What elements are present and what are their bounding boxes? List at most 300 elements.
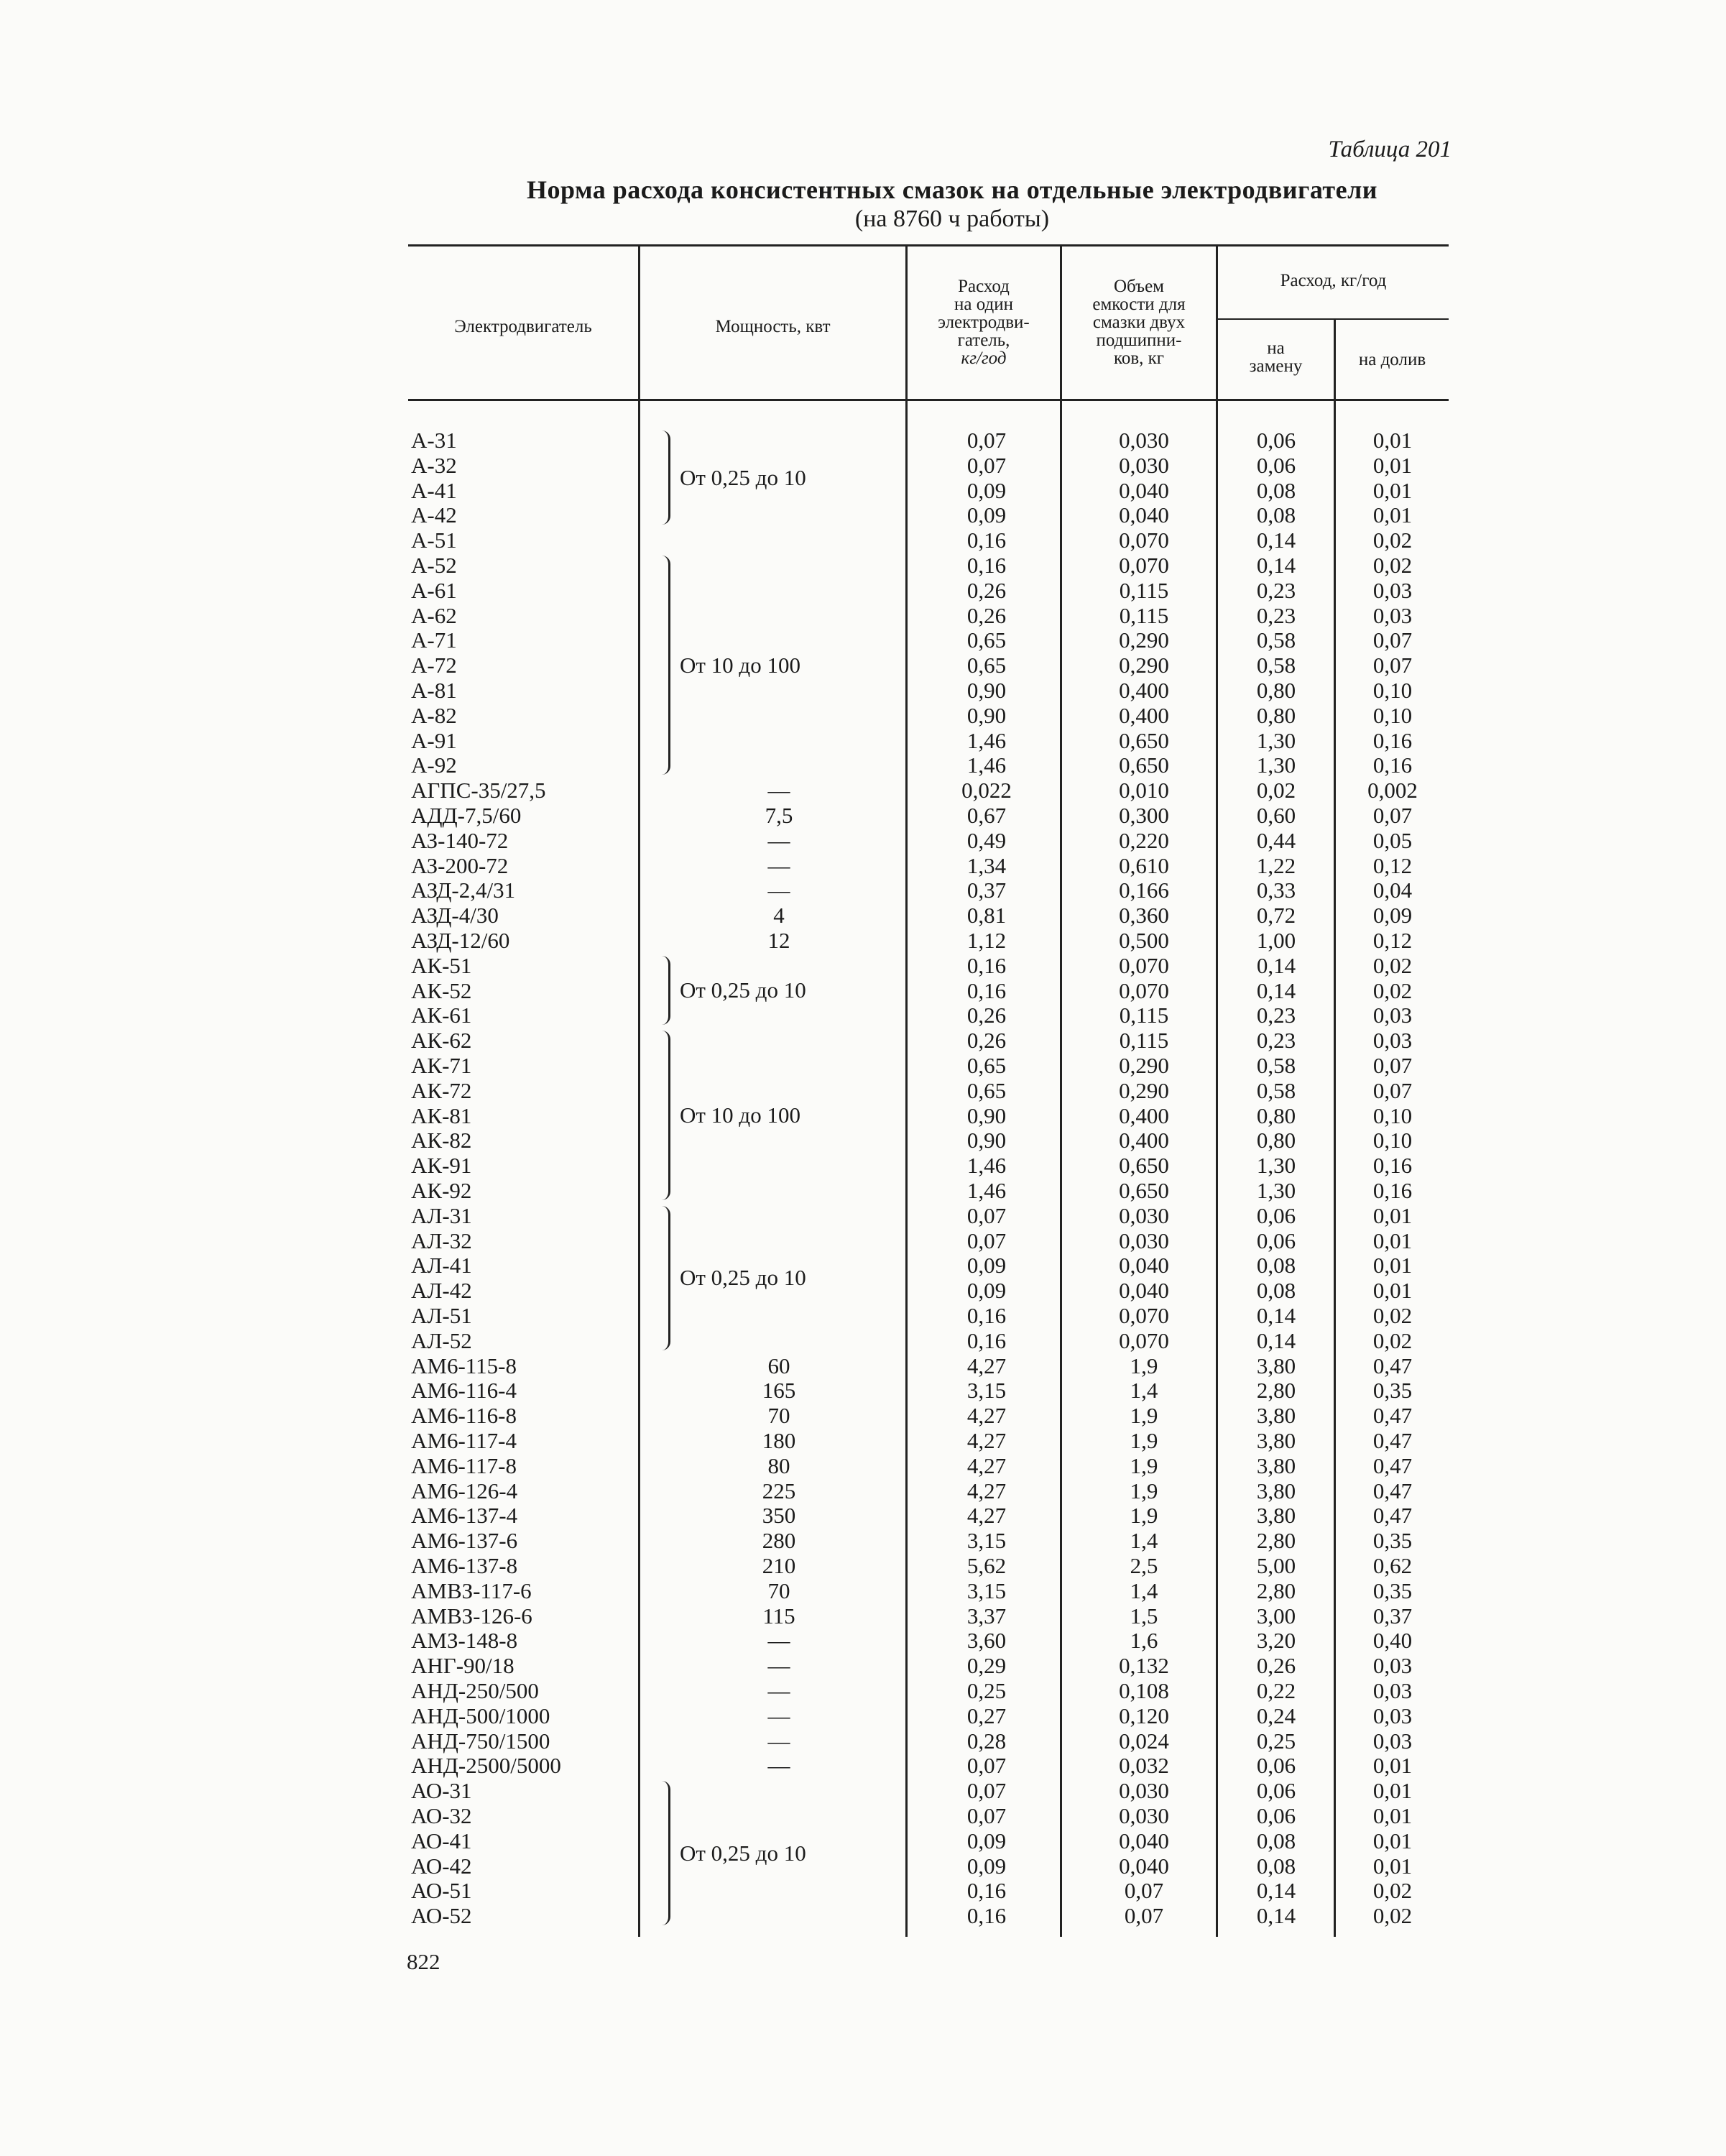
rate-value: 0,16	[966, 553, 1007, 578]
rate-value: 0,07	[966, 1803, 1007, 1828]
rate-value: 0,07	[966, 452, 1007, 478]
topup-value: 0,16	[1372, 1178, 1413, 1203]
table-row	[0, 678, 1726, 703]
power-value: 280	[762, 1528, 796, 1554]
power-value: 12	[767, 928, 790, 953]
rate-value: 4,27	[966, 1353, 1007, 1378]
table-row	[0, 1153, 1726, 1178]
replace-value: 0,08	[1256, 477, 1296, 503]
replace-value: 1,00	[1256, 928, 1296, 953]
volume-value: 0,610	[1119, 852, 1169, 878]
rate-value: 3,37	[966, 1603, 1007, 1628]
rate-value: 0,65	[966, 1053, 1007, 1078]
group-brace	[657, 1206, 670, 1350]
topup-value: 0,07	[1372, 1077, 1413, 1103]
replace-value: 0,58	[1256, 1077, 1296, 1103]
replace-value: 0,08	[1256, 1253, 1296, 1279]
replace-value: 3,80	[1256, 1452, 1296, 1478]
motor-name: А-91	[411, 727, 457, 753]
volume-value: 0,040	[1119, 502, 1169, 528]
volume-value: 0,115	[1119, 602, 1169, 628]
volume-value: 0,07	[1124, 1903, 1164, 1929]
table-row	[0, 1753, 1726, 1778]
volume-value: 0,132	[1119, 1653, 1169, 1679]
motor-name: АО-32	[411, 1803, 472, 1828]
rate-value: 0,09	[966, 1853, 1007, 1879]
group-brace	[657, 1031, 670, 1200]
table-row	[0, 578, 1726, 603]
rate-value: 0,09	[966, 1278, 1007, 1304]
replace-value: 0,14	[1256, 553, 1296, 578]
power-group-label: От 0,25 до 10	[680, 464, 806, 490]
volume-value: 0,030	[1119, 1803, 1169, 1828]
replace-value: 1,22	[1256, 852, 1296, 878]
replace-value: 0,02	[1256, 778, 1296, 803]
replace-value: 0,58	[1256, 1053, 1296, 1078]
topup-value: 0,16	[1372, 1153, 1413, 1179]
motor-name: АМ6-126-4	[411, 1478, 518, 1503]
replace-value: 5,00	[1256, 1553, 1296, 1578]
rate-value: 1,46	[966, 1153, 1007, 1179]
table-row	[0, 1203, 1726, 1228]
table-top-rule	[408, 244, 1449, 247]
table-row	[0, 978, 1726, 1003]
volume-value: 0,400	[1119, 1102, 1169, 1128]
motor-name: А-81	[411, 678, 457, 703]
power-group-label: От 0,25 до 10	[680, 1840, 806, 1866]
replace-value: 0,08	[1256, 502, 1296, 528]
volume-value: 0,650	[1119, 752, 1169, 778]
volume-value: 1,9	[1130, 1478, 1158, 1503]
topup-value: 0,01	[1372, 1828, 1413, 1853]
topup-value: 0,47	[1372, 1452, 1413, 1478]
table-row	[0, 1128, 1726, 1153]
replace-value: 0,58	[1256, 627, 1296, 653]
motor-name: АЗД-4/30	[411, 903, 499, 929]
replace-value: 0,14	[1256, 528, 1296, 553]
rate-value: 5,62	[966, 1553, 1007, 1578]
volume-value: 0,070	[1119, 528, 1169, 553]
table-row	[0, 1878, 1726, 1903]
volume-value: 1,9	[1130, 1403, 1158, 1429]
topup-value: 0,02	[1372, 528, 1413, 553]
table-row	[0, 1378, 1726, 1403]
group-brace	[657, 956, 670, 1025]
motor-name: АМ6-117-8	[411, 1452, 517, 1478]
topup-value: 0,07	[1372, 627, 1413, 653]
volume-value: 0,650	[1119, 1178, 1169, 1203]
volume-value: 0,07	[1124, 1878, 1164, 1904]
power-group-label: От 10 до 100	[680, 1102, 800, 1128]
replace-value: 0,14	[1256, 1303, 1296, 1328]
replace-value: 0,23	[1256, 577, 1296, 603]
rate-value: 0,81	[966, 903, 1007, 929]
volume-value: 0,115	[1119, 577, 1169, 603]
motor-name: АМ6-115-8	[411, 1353, 517, 1378]
motor-name: АНД-2500/5000	[411, 1753, 561, 1779]
motor-name: А-92	[411, 752, 457, 778]
volume-value: 1,5	[1130, 1603, 1158, 1628]
motor-name: АЛ-32	[411, 1227, 472, 1253]
rate-value: 0,07	[966, 428, 1007, 453]
rate-value: 0,25	[966, 1678, 1007, 1703]
motor-name: АЛ-52	[411, 1327, 472, 1353]
volume-value: 0,070	[1119, 952, 1169, 978]
replace-value: 0,08	[1256, 1853, 1296, 1879]
table-row	[0, 903, 1726, 928]
rate-value: 0,29	[966, 1653, 1007, 1679]
table-row	[0, 1603, 1726, 1628]
power-value: —	[767, 827, 790, 853]
motor-name: АК-82	[411, 1128, 472, 1153]
motor-name: АЛ-41	[411, 1253, 472, 1279]
rate-value: 0,90	[966, 1102, 1007, 1128]
replace-value: 0,80	[1256, 678, 1296, 703]
replace-value: 0,44	[1256, 827, 1296, 853]
topup-value: 0,03	[1372, 602, 1413, 628]
topup-value: 0,47	[1372, 1428, 1413, 1453]
replace-value: 0,06	[1256, 1803, 1296, 1828]
replace-value: 1,30	[1256, 727, 1296, 753]
volume-value: 2,5	[1130, 1553, 1158, 1578]
table-row	[0, 828, 1726, 853]
rate-value: 0,16	[966, 528, 1007, 553]
table-row	[0, 478, 1726, 503]
table-row	[0, 1528, 1726, 1553]
power-value: 70	[767, 1403, 790, 1429]
power-value: —	[767, 1703, 790, 1728]
replace-value: 0,80	[1256, 1128, 1296, 1153]
table-row	[0, 1028, 1726, 1053]
volume-value: 0,030	[1119, 452, 1169, 478]
motor-name: А-72	[411, 653, 457, 678]
power-value: 165	[762, 1378, 796, 1404]
replace-value: 0,06	[1256, 452, 1296, 478]
rate-value: 3,60	[966, 1628, 1007, 1654]
table-row	[0, 1278, 1726, 1303]
replace-value: 0,22	[1256, 1678, 1296, 1703]
topup-value: 0,01	[1372, 502, 1413, 528]
topup-value: 0,01	[1372, 1753, 1413, 1779]
rate-value: 0,16	[966, 1303, 1007, 1328]
replace-value: 0,80	[1256, 1102, 1296, 1128]
power-group-label: От 10 до 100	[680, 652, 800, 678]
rate-value: 0,27	[966, 1703, 1007, 1728]
replace-value: 0,06	[1256, 1202, 1296, 1228]
topup-value: 0,47	[1372, 1478, 1413, 1503]
power-value: 210	[762, 1553, 796, 1578]
volume-value: 0,300	[1119, 803, 1169, 828]
rate-value: 4,27	[966, 1452, 1007, 1478]
power-value: —	[767, 1753, 790, 1779]
table-number: Таблица 201	[1328, 137, 1452, 162]
replace-value: 0,33	[1256, 877, 1296, 903]
volume-value: 0,115	[1119, 1003, 1169, 1028]
motor-name: АК-81	[411, 1102, 472, 1128]
motor-name: АМ6-116-4	[411, 1378, 517, 1404]
table-row	[0, 1453, 1726, 1478]
motor-name: АЛ-51	[411, 1303, 472, 1328]
motor-name: А-41	[411, 477, 457, 503]
replace-value: 0,60	[1256, 803, 1296, 828]
volume-value: 0,030	[1119, 1202, 1169, 1228]
volume-value: 0,220	[1119, 827, 1169, 853]
rate-value: 0,09	[966, 1828, 1007, 1853]
volume-value: 0,650	[1119, 1153, 1169, 1179]
rate-value: 0,16	[966, 952, 1007, 978]
table-row	[0, 603, 1726, 628]
topup-value: 0,04	[1372, 877, 1413, 903]
replace-value: 0,72	[1256, 903, 1296, 929]
table-row	[0, 1778, 1726, 1803]
topup-value: 0,02	[1372, 1303, 1413, 1328]
table-row	[0, 428, 1726, 453]
replace-value: 0,14	[1256, 1903, 1296, 1929]
volume-value: 1,9	[1130, 1428, 1158, 1453]
topup-value: 0,62	[1372, 1553, 1413, 1578]
motor-name: АМЗ-148-8	[411, 1628, 518, 1654]
topup-value: 0,03	[1372, 1703, 1413, 1728]
volume-value: 0,290	[1119, 1053, 1169, 1078]
rate-value: 0,65	[966, 1077, 1007, 1103]
table-row	[0, 627, 1726, 653]
power-value: 80	[767, 1452, 790, 1478]
header-topup: на долив	[1358, 350, 1426, 369]
table-row	[0, 1403, 1726, 1428]
table-row	[0, 1703, 1726, 1728]
volume-value: 0,024	[1119, 1728, 1169, 1754]
rate-value: 1,46	[966, 752, 1007, 778]
replace-value: 0,06	[1256, 1778, 1296, 1804]
rate-value: 0,07	[966, 1227, 1007, 1253]
motor-name: АМ6-137-8	[411, 1553, 518, 1578]
motor-name: АМ6-116-8	[411, 1403, 517, 1429]
power-value: —	[767, 852, 790, 878]
rate-value: 4,27	[966, 1478, 1007, 1503]
volume-value: 0,108	[1119, 1678, 1169, 1703]
topup-value: 0,35	[1372, 1528, 1413, 1554]
table-row	[0, 928, 1726, 953]
volume-value: 0,040	[1119, 1828, 1169, 1853]
motor-name: АК-61	[411, 1003, 472, 1028]
table-row	[0, 1728, 1726, 1754]
table-row	[0, 1578, 1726, 1603]
topup-value: 0,16	[1372, 752, 1413, 778]
table-row	[0, 553, 1726, 578]
rate-value: 3,15	[966, 1378, 1007, 1404]
motor-name: А-61	[411, 577, 457, 603]
volume-value: 0,115	[1119, 1028, 1169, 1054]
topup-value: 0,16	[1372, 727, 1413, 753]
rate-value: 0,26	[966, 1028, 1007, 1054]
volume-value: 0,070	[1119, 977, 1169, 1003]
table-row	[0, 1228, 1726, 1253]
volume-value: 0,400	[1119, 702, 1169, 728]
volume-value: 0,030	[1119, 428, 1169, 453]
power-value: 115	[762, 1603, 795, 1628]
table-row	[0, 877, 1726, 903]
table-row	[0, 1853, 1726, 1879]
motor-name: АО-52	[411, 1903, 472, 1929]
table-title: Норма расхода консистентных смазок на отдельные электродвигатели	[526, 175, 1378, 204]
rate-value: 0,09	[966, 1253, 1007, 1279]
rate-value: 0,37	[966, 877, 1007, 903]
volume-value: 0,120	[1119, 1703, 1169, 1728]
motor-name: АНД-250/500	[411, 1678, 539, 1703]
table-row	[0, 1653, 1726, 1678]
table-row	[0, 502, 1726, 528]
volume-value: 0,290	[1119, 627, 1169, 653]
replace-value: 3,80	[1256, 1353, 1296, 1378]
rate-value: 3,15	[966, 1528, 1007, 1554]
replace-value: 3,20	[1256, 1628, 1296, 1654]
rate-value: 0,67	[966, 803, 1007, 828]
motor-name: АК-92	[411, 1178, 472, 1203]
volume-value: 0,290	[1119, 1077, 1169, 1103]
topup-value: 0,03	[1372, 577, 1413, 603]
volume-value: 0,040	[1119, 1253, 1169, 1279]
rate-value: 0,26	[966, 1003, 1007, 1028]
power-value: —	[767, 778, 790, 803]
rate-value: 4,27	[966, 1403, 1007, 1429]
table-row	[0, 1053, 1726, 1078]
power-value: 60	[767, 1353, 790, 1378]
table-row	[0, 953, 1726, 978]
replace-value: 0,14	[1256, 1878, 1296, 1904]
volume-value: 0,070	[1119, 1327, 1169, 1353]
motor-name: АЗ-140-72	[411, 827, 509, 853]
topup-value: 0,07	[1372, 1053, 1413, 1078]
replace-value: 0,23	[1256, 1003, 1296, 1028]
table-row	[0, 728, 1726, 753]
replace-value: 0,14	[1256, 977, 1296, 1003]
topup-value: 0,37	[1372, 1603, 1413, 1628]
topup-value: 0,40	[1372, 1628, 1413, 1654]
replace-value: 2,80	[1256, 1577, 1296, 1603]
replace-value: 0,26	[1256, 1653, 1296, 1679]
topup-value: 0,10	[1372, 1128, 1413, 1153]
topup-value: 0,10	[1372, 678, 1413, 703]
replace-value: 0,24	[1256, 1703, 1296, 1728]
replace-value: 0,08	[1256, 1278, 1296, 1304]
motor-name: АЛ-31	[411, 1202, 472, 1228]
power-value: 7,5	[765, 803, 793, 828]
topup-value: 0,02	[1372, 1878, 1413, 1904]
replace-value: 3,80	[1256, 1403, 1296, 1429]
replace-value: 1,30	[1256, 752, 1296, 778]
rate-value: 3,15	[966, 1577, 1007, 1603]
motor-name: АЗД-12/60	[411, 928, 510, 953]
power-value: —	[767, 1728, 790, 1754]
motor-name: А-32	[411, 452, 457, 478]
motor-name: АНГ-90/18	[411, 1653, 514, 1679]
table-subtitle: (на 8760 ч работы)	[854, 206, 1050, 232]
rate-value: 0,022	[961, 778, 1012, 803]
volume-value: 0,030	[1119, 1778, 1169, 1804]
motor-name: А-52	[411, 553, 457, 578]
table-row	[0, 1828, 1726, 1853]
rate-value: 4,27	[966, 1428, 1007, 1453]
table-row	[0, 1253, 1726, 1278]
motor-name: АГПС-35/27,5	[411, 778, 546, 803]
topup-value: 0,02	[1372, 952, 1413, 978]
topup-value: 0,03	[1372, 1028, 1413, 1054]
volume-value: 0,500	[1119, 928, 1169, 953]
topup-value: 0,03	[1372, 1003, 1413, 1028]
replace-value: 2,80	[1256, 1528, 1296, 1554]
replace-value: 3,80	[1256, 1478, 1296, 1503]
rate-value: 0,16	[966, 1878, 1007, 1904]
topup-value: 0,03	[1372, 1728, 1413, 1754]
topup-value: 0,10	[1372, 702, 1413, 728]
group-brace	[657, 556, 670, 775]
motor-name: АК-52	[411, 977, 472, 1003]
motor-name: АК-72	[411, 1077, 472, 1103]
replace-value: 0,14	[1256, 1327, 1296, 1353]
volume-value: 1,6	[1130, 1628, 1158, 1654]
volume-value: 0,070	[1119, 1303, 1169, 1328]
replace-value: 0,06	[1256, 1753, 1296, 1779]
header-power: Мощность, квт	[715, 317, 831, 336]
volume-value: 1,4	[1130, 1528, 1158, 1554]
motor-name: А-82	[411, 702, 457, 728]
rate-value: 0,16	[966, 977, 1007, 1003]
rate-value: 4,27	[966, 1503, 1007, 1529]
motor-name: АО-41	[411, 1828, 472, 1853]
topup-value: 0,03	[1372, 1678, 1413, 1703]
volume-value: 0,290	[1119, 653, 1169, 678]
topup-value: 0,12	[1372, 852, 1413, 878]
topup-value: 0,01	[1372, 452, 1413, 478]
volume-value: 0,030	[1119, 1227, 1169, 1253]
replace-value: 1,30	[1256, 1153, 1296, 1179]
motor-name: А-62	[411, 602, 457, 628]
rate-value: 0,07	[966, 1753, 1007, 1779]
header-consumption: Расход, кг/год	[1280, 271, 1387, 290]
motor-name: АНД-500/1000	[411, 1703, 550, 1728]
topup-value: 0,01	[1372, 477, 1413, 503]
power-value: —	[767, 877, 790, 903]
motor-name: АМ6-137-4	[411, 1503, 518, 1529]
table-row	[0, 528, 1726, 553]
rate-value: 1,34	[966, 852, 1007, 878]
table-row	[0, 853, 1726, 878]
power-value: 180	[762, 1428, 796, 1453]
rate-value: 0,16	[966, 1903, 1007, 1929]
topup-value: 0,01	[1372, 428, 1413, 453]
motor-name: АДД-7,5/60	[411, 803, 522, 828]
topup-value: 0,01	[1372, 1853, 1413, 1879]
table-row	[0, 778, 1726, 803]
volume-value: 1,9	[1130, 1353, 1158, 1378]
topup-value: 0,01	[1372, 1253, 1413, 1279]
motor-name: АК-91	[411, 1153, 472, 1179]
topup-value: 0,02	[1372, 1327, 1413, 1353]
table-row	[0, 1678, 1726, 1703]
rate-value: 0,07	[966, 1202, 1007, 1228]
rate-value: 0,90	[966, 1128, 1007, 1153]
volume-value: 0,032	[1119, 1753, 1169, 1779]
topup-value: 0,02	[1372, 553, 1413, 578]
topup-value: 0,09	[1372, 903, 1413, 929]
rate-value: 1,12	[966, 928, 1007, 953]
replace-value: 0,06	[1256, 1227, 1296, 1253]
motor-name: АЛ-42	[411, 1278, 472, 1304]
rate-value: 0,09	[966, 502, 1007, 528]
header-bottom-rule	[408, 399, 1449, 401]
motor-name: А-71	[411, 627, 457, 653]
power-value: 70	[767, 1577, 790, 1603]
